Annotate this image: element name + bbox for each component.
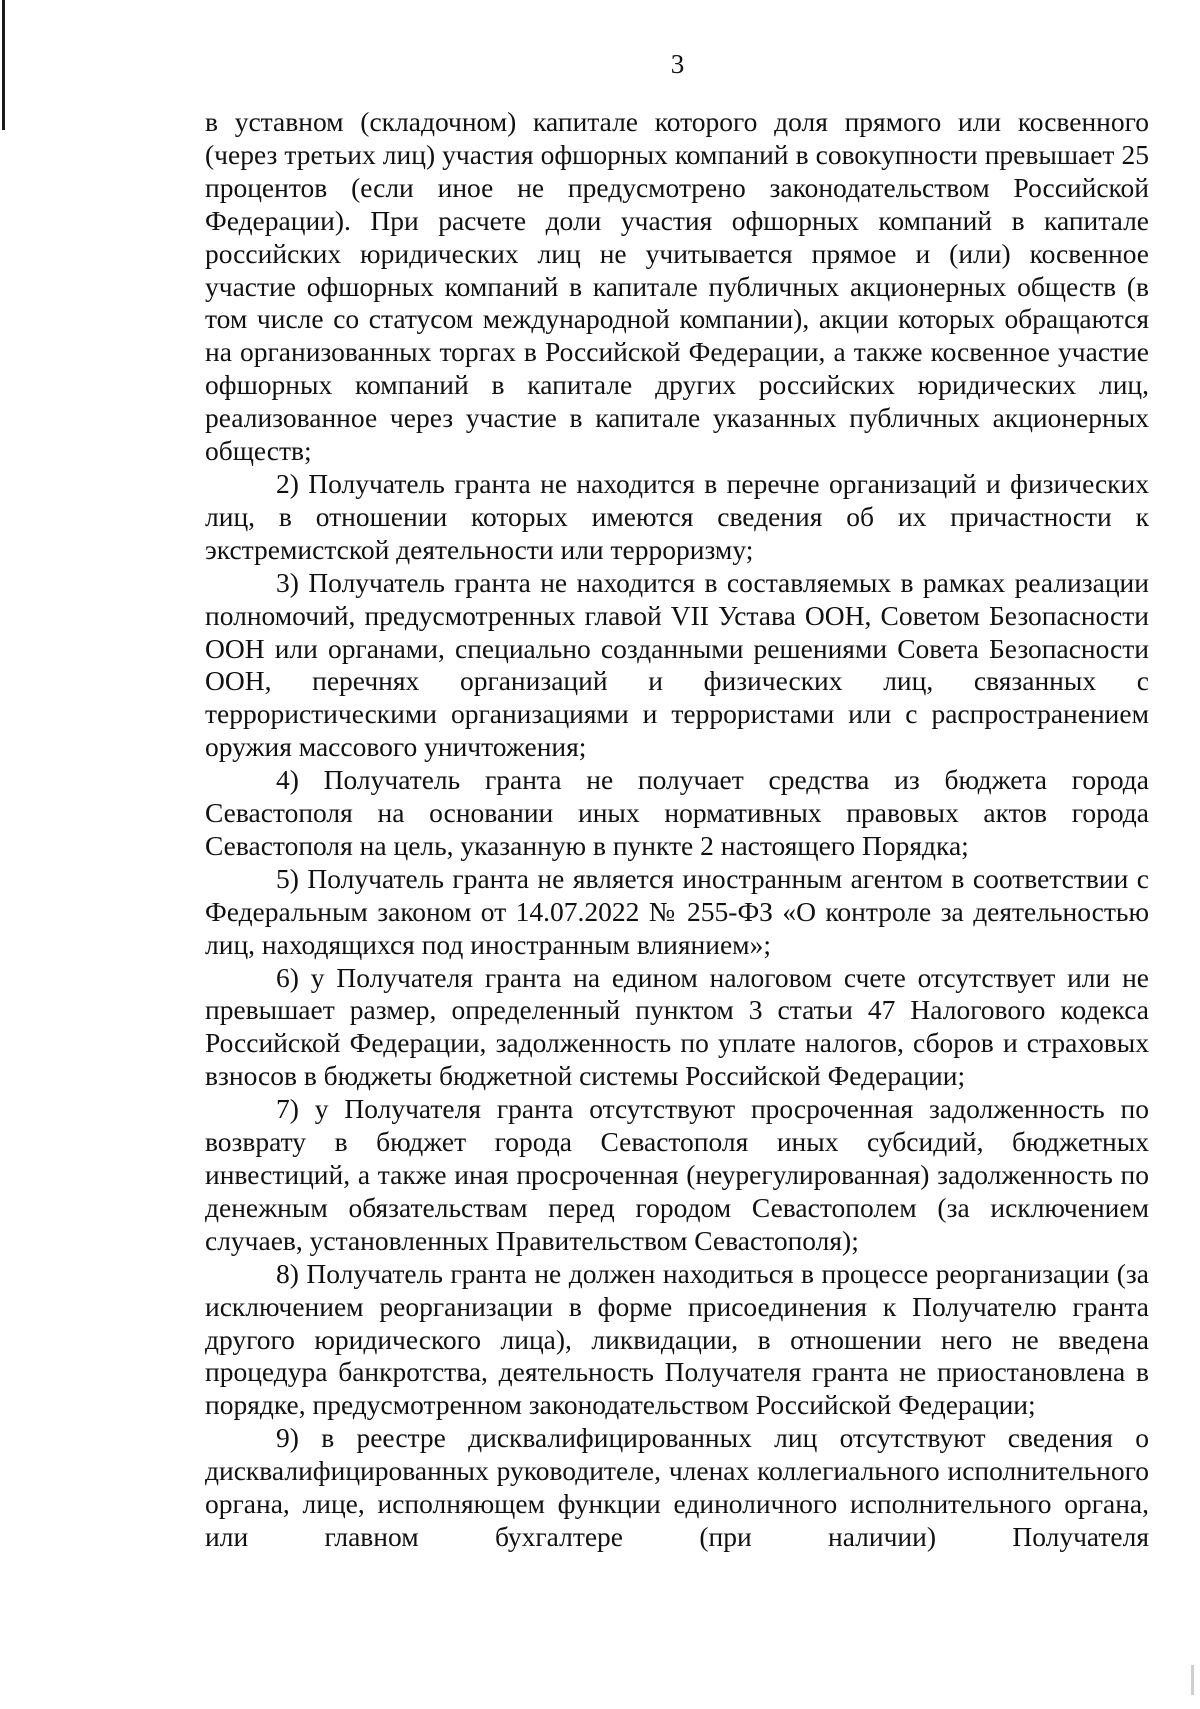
paragraph-item-3: 3) Получатель гранта не находится в составляемых в рамках реализации полномочий, предусмотренных главой VII Устава ООН, Советом Безопасности ООН или органами, специально созданными решениями Совета Безопасности ООН, перечнях организаций и физических лиц, связанных с террористическими организациями и террористами или с распространением оружия массового уничтожения; [205, 566, 1149, 763]
paragraph-item-9: 9) в реестре дисквалифицированных лиц отсутствуют сведения о дисквалифицированных руководителе, членах коллегиального исполнительного органа, лице, исполняющем функции единоличного исполнительного органа, или главном бухгалтере (при наличии) Получателя [205, 1422, 1149, 1552]
paragraph-item-5: 5) Получатель гранта не является иностранным агентом в соответствии с Федеральным законом от 14.07.2022 № 255-ФЗ «О контроле за деятельностью лиц, находящихся под иностранным влиянием»; [205, 862, 1149, 960]
page-number: 3 [670, 49, 685, 79]
scan-artifact [1191, 1665, 1194, 1695]
paragraph-item-2: 2) Получатель гранта не находится в перечне организаций и физических лиц, в отношении которых имеются сведения об их причастности к экстремистской деятельности или терроризму; [205, 467, 1149, 565]
paragraph-item-8: 8) Получатель гранта не должен находиться в процессе реорганизации (за исключением реорганизации в форме присоединения к Получателю гранта другого юридического лица), ликвидации, в отношении него не введена процедура банкротства, деятельность Получателя гранта не приостановлена в порядке, предусмотренном законодательством Российской Федерации; [205, 1257, 1149, 1421]
paragraph-item-6: 6) у Получателя гранта на едином налоговом счете отсутствует или не превышает размер, определенный пунктом 3 статьи 47 Налогового кодекса Российской Федерации, задолженность по уплате налогов, сборов и страховых взносов в бюджеты бюджетной системы Российской Федерации; [205, 961, 1149, 1092]
paragraph-item-7: 7) у Получателя гранта отсутствуют просроченная задолженность по возврату в бюджет города Севастополя иных субсидий, бюджетных инвестиций, а также иная просроченная (неурегулированная) задолженность по денежным обязательствам перед городом Севастополем (за исключением случаев, установленных Правительством Севастополя); [205, 1093, 1149, 1256]
paragraph-item-4: 4) Получатель гранта не получает средства из бюджета города Севастополя на основании иных нормативных правовых актов города Севастополя на цель, указанную в пункте 2 настоящего Порядка; [205, 764, 1149, 861]
paragraph-continuation: в уставном (складочном) капитале которого доля прямого или косвенного (через третьих лиц) участия офшорных компаний в совокупности превышает 25 процентов (если иное не предусмотрено законодательством Российской Федерации). При расчете доли участия офшорных компаний в капитале российских юридических лиц не учитывается прямое и (или) косвенное участие офшорных компаний в капитале публичных акционерных обществ (в том числе со статусом международной компании), акции которых обращаются на организованных торгах в Российской Федерации, а также косвенное участие офшорных компаний в капитале других российских юридических лиц, реализованное через участие в капитале указанных публичных акционерных обществ; [205, 106, 1149, 467]
document-body [205, 106, 1149, 1554]
